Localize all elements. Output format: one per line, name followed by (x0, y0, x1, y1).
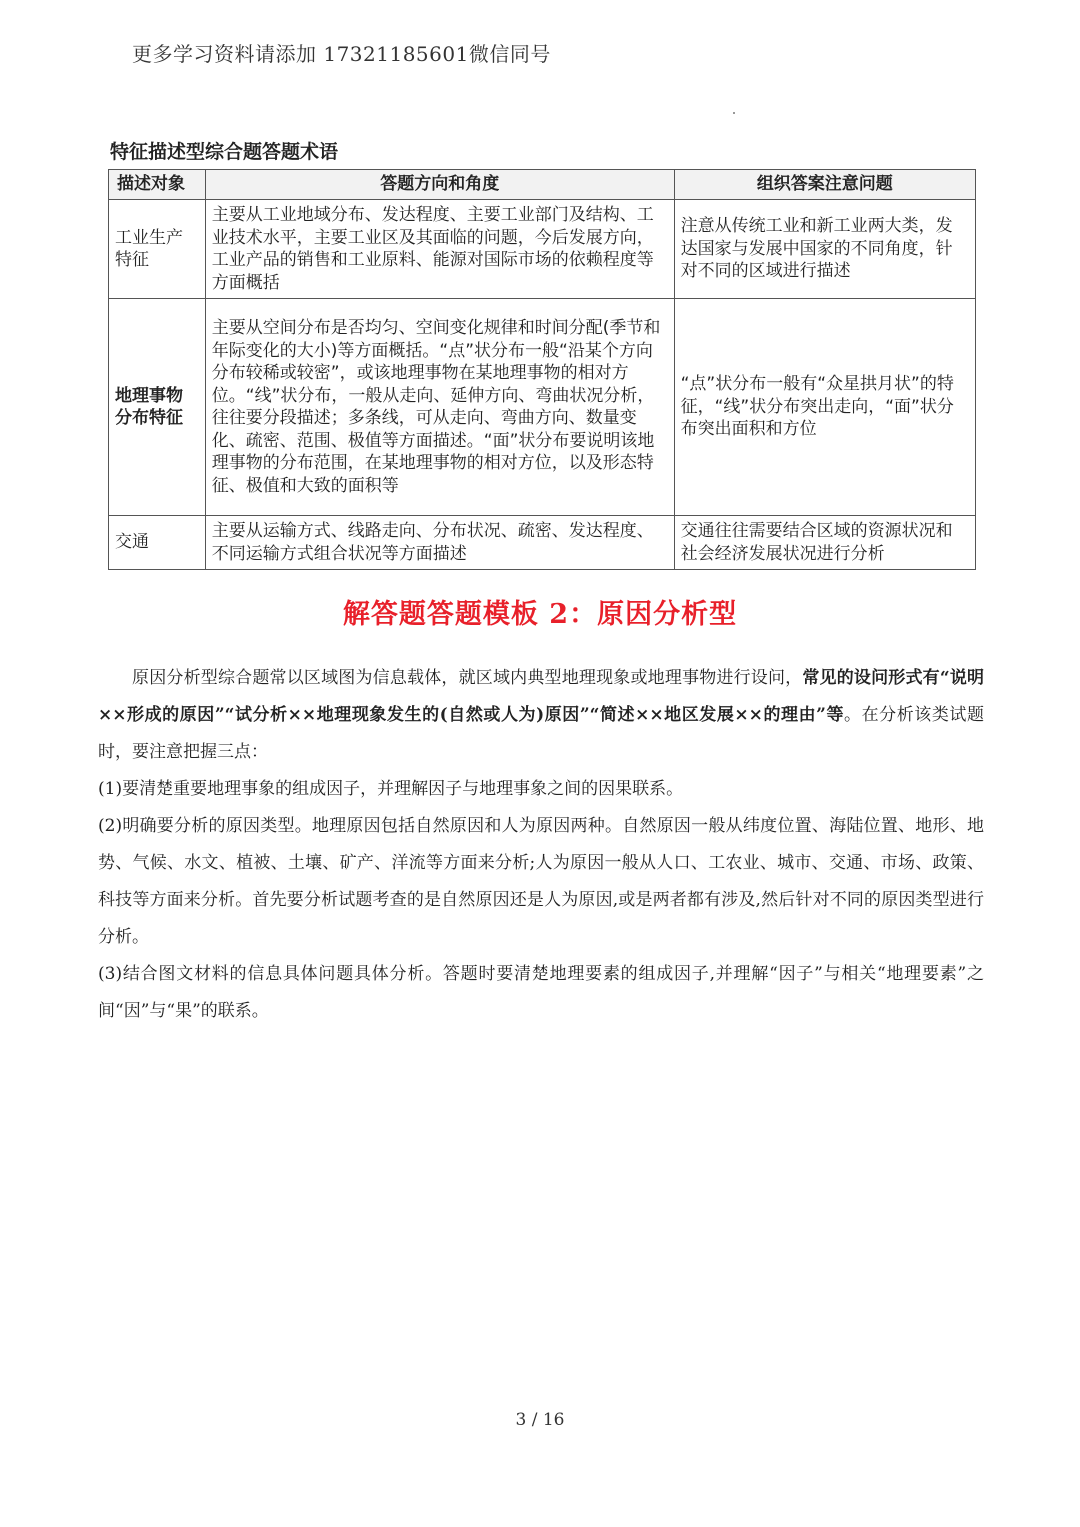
header-direction: 答题方向和角度 (205, 170, 674, 200)
point-1: (1)要清楚重要地理事象的组成因子，并理解因子与地理事象之间的因果联系。 (98, 779, 684, 799)
point-2: (2)明确要分析的原因类型。地理原因包括自然原因和人为原因两种。自然原因一般从纬度位置、海陆位置、地形、地势、气候、水文、植被、土壤、矿产、洋流等方面来分析;人为原因一般从人口、工农业、城市、交通、市场、政策、科技等方面来分析。首先要分析试题考查的是自然原因还是人为原因,或是两者都有涉及,然后针对不同的原因类型进行分析。 (98, 816, 984, 947)
intro-tail: 。在分析该类试题时，要注意把握三点： (98, 705, 984, 762)
row-notes: 注意从传统工业和新工业两大类，发达国家与发展中国家的不同角度，针对不同的区域进行描述 (674, 200, 975, 299)
table-title: 特征描述型综合题答题术语 (110, 141, 339, 163)
header-object: 描述对象 (109, 170, 206, 200)
row-object: 地理事物分布特征 (109, 299, 206, 516)
row-notes: 交通往往需要结合区域的资源状况和社会经济发展状况进行分析 (674, 516, 975, 570)
page-number: 3 / 16 (515, 1410, 565, 1430)
intro-bold: 常见的设问形式有“说明××形成的原因”“试分析××地理现象发生的(自然或人为)原因”“简述××地区发展××的理由”等 (98, 668, 985, 725)
table-row (109, 516, 976, 570)
table-header-row (109, 170, 976, 200)
section-title: 解答题答题模板 2：原因分析型 (342, 599, 738, 630)
intro-plain: 原因分析型综合题常以区域图为信息载体，就区域内典型地理现象或地理事物进行设问， (132, 668, 803, 688)
row-direction: 主要从空间分布是否均匀、空间变化规律和时间分配(季节和年际变化的大小)等方面概括。“点”状分布一般“沿某个方向分布较稀或较密”，或该地理事物在某地理事物的相对方位。“线”状分布，一般从走向、延伸方向、弯曲状况分析，往往要分段描述；多条线，可从走向、弯曲方向、数量变化、疏密、范围、极值等方面描述。“面”状分布要说明该地理事物的分布范围，在某地理事物的相对方位，以及形态特征、极值和大致的面积等 (205, 299, 674, 516)
header-notes: 组织答案注意问题 (674, 170, 975, 200)
terms-table (108, 169, 976, 570)
row-direction: 主要从工业地域分布、发达程度、主要工业部门及结构、工业技术水平，主要工业区及其面临的问题，今后发展方向，工业产品的销售和工业原料、能源对国际市场的依赖程度等方面概括 (205, 200, 674, 299)
table-row (109, 200, 976, 299)
row-object: 交通 (109, 516, 206, 570)
row-direction: 主要从运输方式、线路走向、分布状况、疏密、发达程度、不同运输方式组合状况等方面描述 (205, 516, 674, 570)
point-3: (3)结合图文材料的信息具体问题具体分析。答题时要清楚地理要素的组成因子,并理解“因子”与相关“地理要素”之间“因”与“果”的联系。 (98, 964, 984, 1021)
section-body (98, 660, 984, 1030)
page-header-note: 更多学习资料请添加 17321185601微信同号 (132, 42, 551, 66)
stray-dot (733, 112, 735, 114)
table-row (109, 299, 976, 516)
row-notes: “点”状分布一般有“众星拱月状”的特征，“线”状分布突出走向，“面”状分布突出面积和方位 (674, 299, 975, 516)
row-object: 工业生产特征 (109, 200, 206, 299)
intro-paragraph (98, 660, 984, 771)
